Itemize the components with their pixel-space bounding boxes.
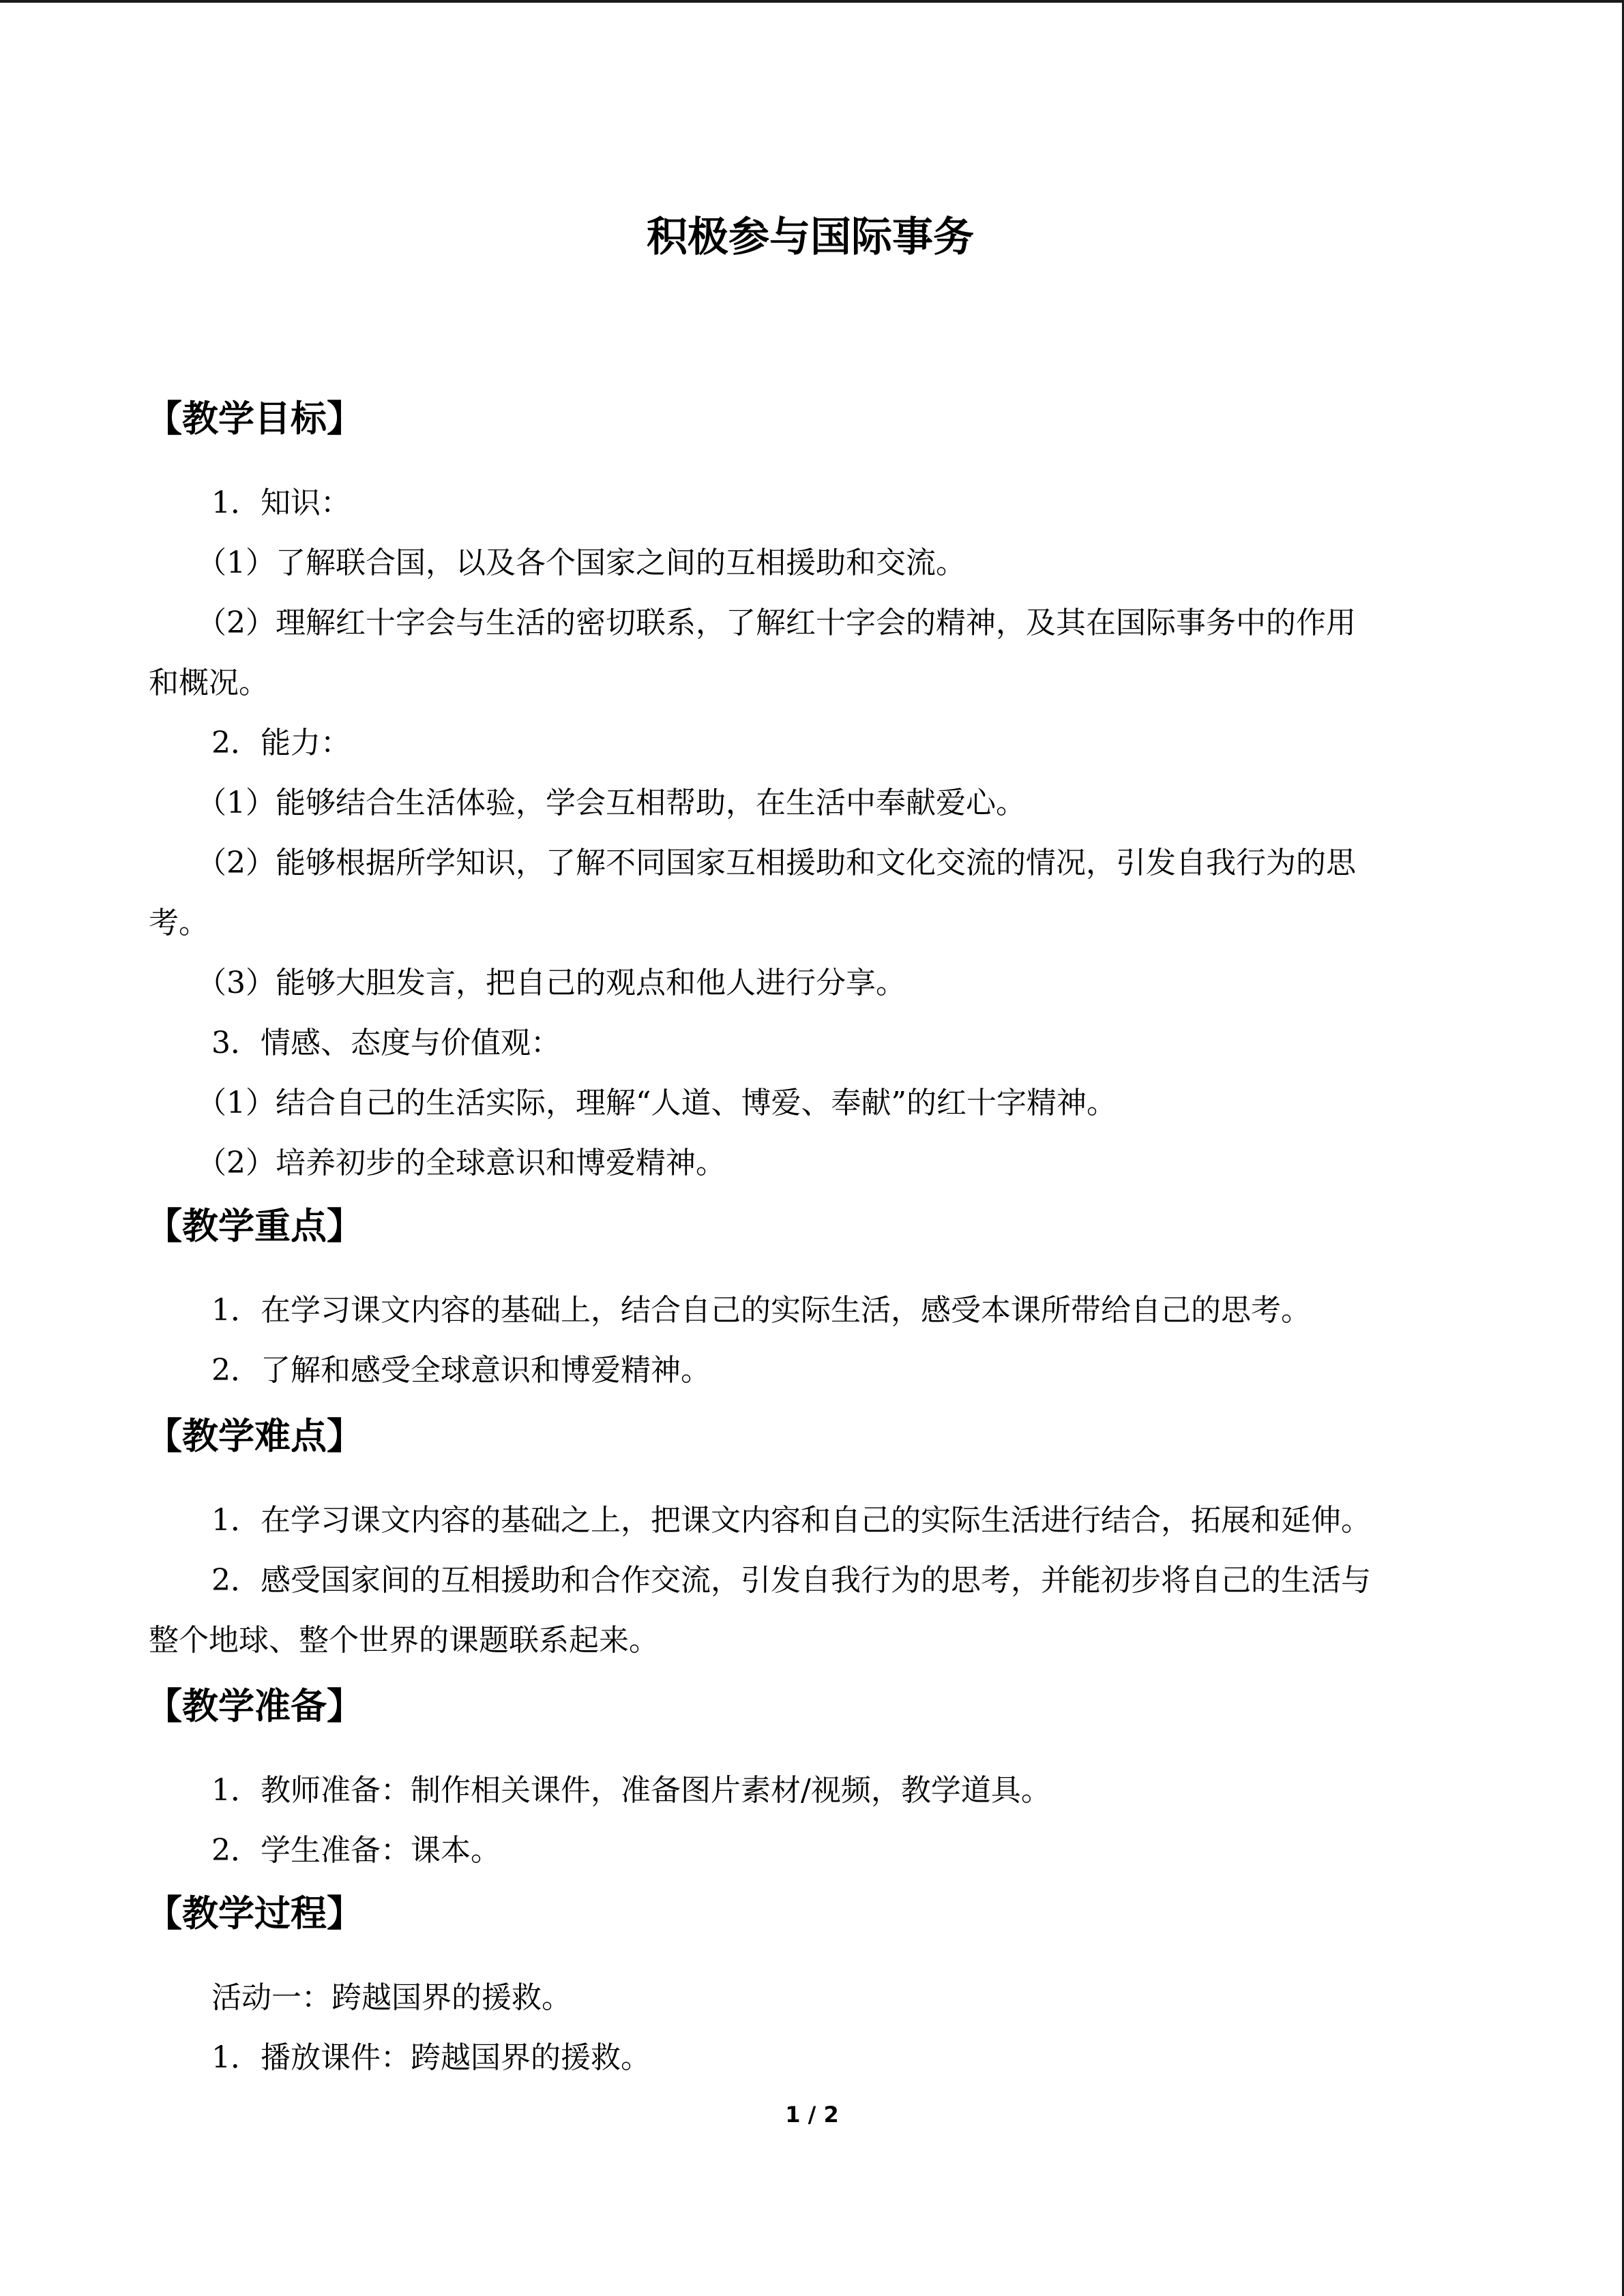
process-activity-1: 活动一：跨越国界的援救。: [211, 1980, 572, 2015]
difficulty-2: 2．感受国家间的互相援助和合作交流，引发自我行为的思考，并能初步将自己的生活与: [211, 1563, 1371, 1598]
objective-knowledge-label: 1．知识：: [211, 486, 351, 520]
page-top-border: [0, 0, 1624, 3]
objective-values-label: 3．情感、态度与价值观：: [211, 1026, 561, 1060]
preparation-student: 2．学生准备：课本。: [211, 1833, 501, 1868]
objective-ability-label: 2．能力：: [211, 726, 351, 760]
key-point-2: 2．了解和感受全球意识和博爱精神。: [211, 1353, 711, 1388]
objective-knowledge-2: （2）理解红十字会与生活的密切联系，了解红十字会的精神，及其在国际事务中的作用: [196, 606, 1356, 640]
objective-knowledge-2-cont: 和概况。: [149, 666, 269, 700]
objective-knowledge-1: （1）了解联合国，以及各个国家之间的互相援助和交流。: [196, 546, 966, 580]
section-heading-process: 【教学过程】: [146, 1893, 363, 1935]
section-heading-preparation: 【教学准备】: [146, 1686, 363, 1727]
section-heading-difficulties: 【教学难点】: [146, 1416, 363, 1457]
objective-ability-2-cont: 考。: [149, 906, 209, 940]
document-title: 积极参与国际事务: [647, 213, 974, 261]
section-heading-objectives: 【教学目标】: [146, 398, 363, 440]
process-step-1: 1．播放课件：跨越国界的援救。: [211, 2040, 651, 2075]
preparation-teacher: 1．教师准备：制作相关课件，准备图片素材/视频，教学道具。: [211, 1773, 1051, 1808]
objective-ability-1: （1）能够结合生活体验，学会互相帮助，在生活中奉献爱心。: [196, 786, 1026, 820]
objective-ability-2: （2）能够根据所学知识，了解不同国家互相援助和文化交流的情况，引发自我行为的思: [196, 846, 1356, 880]
difficulty-2-cont: 整个地球、整个世界的课题联系起来。: [149, 1623, 659, 1658]
objective-values-1: （1）结合自己的生活实际，理解“人道、博爱、奉献”的红十字精神。: [196, 1086, 1117, 1120]
page-indicator: 1 / 2: [785, 2102, 839, 2128]
difficulty-1: 1．在学习课文内容的基础之上，把课文内容和自己的实际生活进行结合，拓展和延伸。: [211, 1503, 1371, 1538]
objective-values-2: （2）培养初步的全球意识和博爱精神。: [196, 1146, 726, 1180]
objective-ability-3: （3）能够大胆发言，把自己的观点和他人进行分享。: [196, 966, 906, 1000]
section-heading-key-points: 【教学重点】: [146, 1206, 363, 1247]
key-point-1: 1．在学习课文内容的基础上，结合自己的实际生活，感受本课所带给自己的思考。: [211, 1293, 1311, 1328]
